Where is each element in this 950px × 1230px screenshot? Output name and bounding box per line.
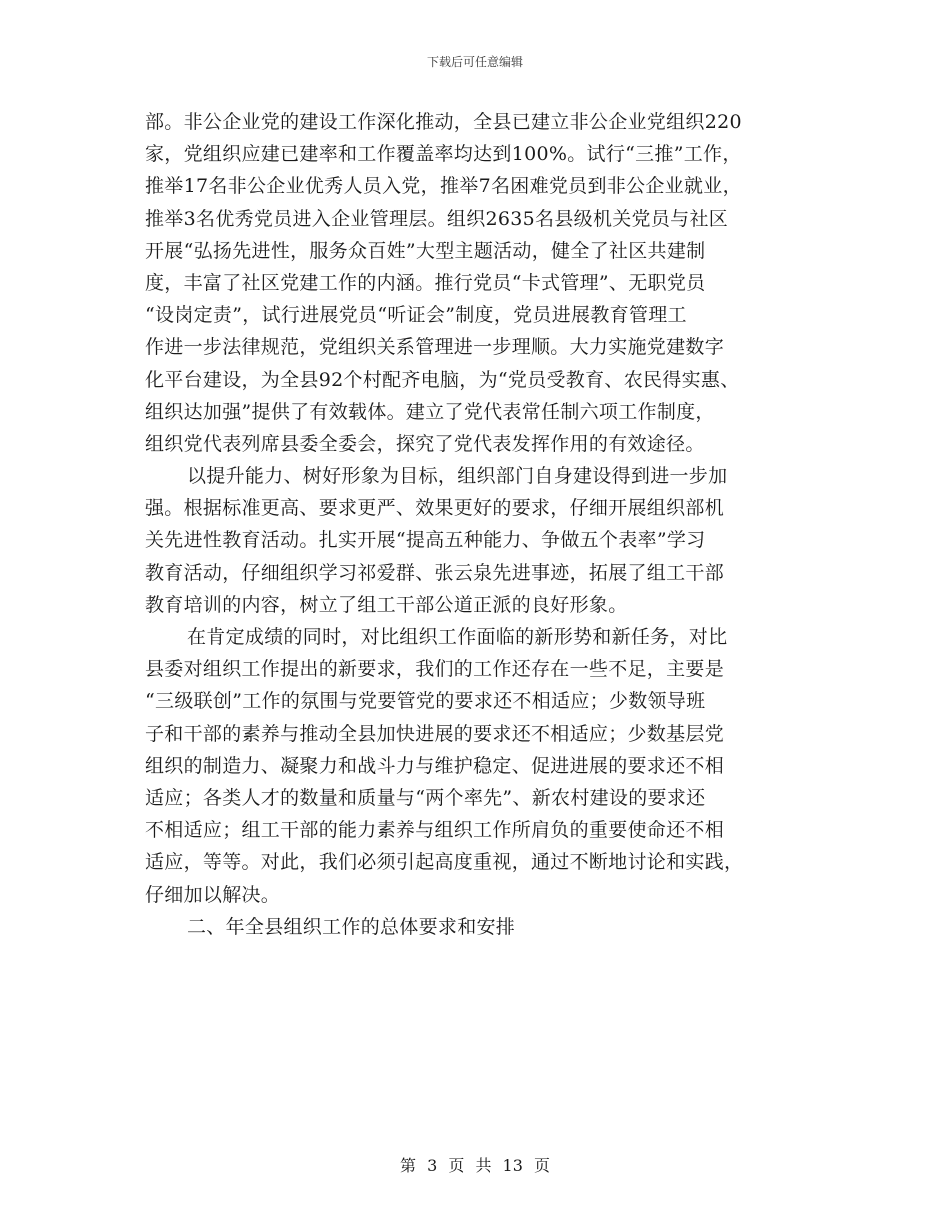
text-line: 子和干部的素养与推动全县加快进展的要求还不相适应；少数基层党 (145, 722, 725, 745)
text-line: 以提升能力、树好形象为目标，组织部门自身建设得到进一步加 (187, 465, 728, 488)
text-line: 适应；各类人才的数量和质量与“两个率先”、新农村建设的要求还 (145, 786, 706, 809)
text-line: 县委对组织工作提出的新要求，我们的工作还存在一些不足，主要是 (145, 658, 725, 681)
text-line: 不相适应；组工干部的能力素养与组织工作所肩负的重要使命还不相 (145, 819, 725, 842)
text-line: 化平台建设，为全县92个村配齐电脑，为“党员受教育、农民得实惠、 (145, 368, 740, 391)
text-line: 关先进性教育活动。扎实开展“提高五种能力、争做五个表率”学习 (145, 529, 706, 552)
text-line: “设岗定责”，试行进展党员“听证会”制度，党员进展教育管理工 (145, 304, 687, 327)
text-line: 强。根据标准更高、要求更严、效果更好的要求，仔细开展组织部机 (145, 497, 725, 520)
text-line: 作进一步法律规范，党组织关系管理进一步理顺。大力实施党建数字 (145, 336, 725, 359)
document-body (145, 106, 835, 943)
text-line: “三级联创”工作的氛围与党要管党的要求还不相适应；少数领导班 (145, 690, 706, 713)
text-line: 部。非公企业党的建设工作深化推动，全县已建立非公企业党组织220 (145, 111, 742, 133)
text-line: 仔细加以解决。 (145, 883, 281, 906)
text-line: 度，丰富了社区党建工作的内涵。推行党员“卡式管理”、无职党员 (145, 271, 706, 294)
page-header: 下载后可任意编辑 (426, 55, 523, 69)
text-line: 教育活动，仔细组织学习祁爱群、张云泉先进事迹，拓展了组工干部 (145, 561, 725, 584)
text-line: 推举17名非公企业优秀人员入党，推举7名困难党员到非公企业就业， (145, 175, 742, 198)
text-line: 组织党代表列席县委全委会，探究了党代表发挥作用的有效途径。 (145, 432, 705, 455)
text-line: 在肯定成绩的同时，对比组织工作面临的新形势和新任务，对比 (187, 626, 728, 648)
text-line: 推举3名优秀党员进入企业管理层。组织2635名县级机关党员与社区 (145, 207, 729, 230)
text-line: 适应，等等。对此，我们必须引起高度重视，通过不断地讨论和实践， (145, 851, 744, 874)
page-footer: 第 3 页 共 13 页 (400, 1156, 550, 1175)
text-line: 组织的制造力、凝聚力和战斗力与维护稳定、促进进展的要求还不相 (145, 754, 725, 777)
text-line: 二、年全县组织工作的总体要求和安排 (187, 915, 516, 938)
text-line: 组织达加强”提供了有效载体。建立了党代表常任制六项工作制度， (145, 400, 715, 423)
text-line: 开展“弘扬先进性，服务众百姓”大型主题活动，健全了社区共建制 (145, 239, 706, 262)
text-line: 家，党组织应建已建率和工作覆盖率均达到100%。试行“三推”工作， (145, 143, 742, 166)
text-line: 教育培训的内容，树立了组工干部公道正派的良好形象。 (145, 593, 628, 616)
